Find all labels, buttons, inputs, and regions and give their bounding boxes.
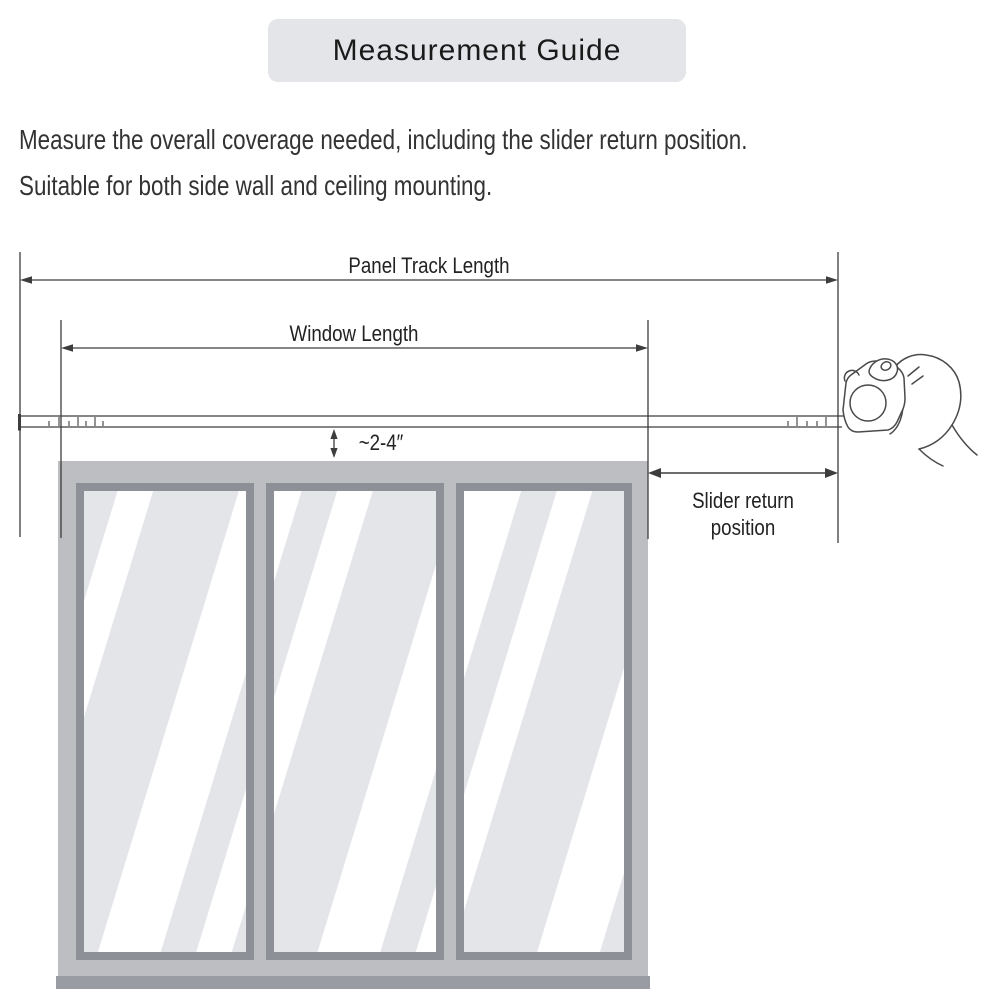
arrowhead-right (825, 468, 838, 478)
window-panel-2 (266, 483, 444, 960)
intro-line-2: Suitable for both side wall and ceiling mounting. (19, 170, 493, 201)
panel-glass (274, 491, 436, 952)
tape-measure-reel (850, 385, 886, 421)
slider-return-dimension-arrow (648, 468, 838, 478)
arrowhead-left (61, 344, 73, 352)
panel-glass (84, 491, 246, 952)
arrowhead-left (648, 468, 661, 478)
tape-ticks-left (49, 417, 103, 426)
window-illustration (56, 461, 650, 989)
window-panel-3 (456, 483, 632, 960)
window-length-label: Window Length (289, 321, 419, 346)
intro-line-1: Measure the overall coverage needed, including the slider return position. (19, 124, 748, 155)
window-panel-1 (76, 483, 254, 960)
slider-return-label-line-2: position (710, 515, 776, 540)
panel-track-length-label: Panel Track Length (348, 253, 510, 278)
slider-return-label (641, 487, 845, 541)
arrowhead-left (20, 276, 32, 284)
panel-glass (464, 491, 624, 952)
window-sill (56, 976, 650, 989)
page-title: Measurement Guide (332, 33, 622, 67)
arrowhead-right (826, 276, 838, 284)
arrowhead-right (636, 344, 648, 352)
gap-label: ~2-4″ (358, 430, 404, 455)
slider-return-label-line-1: Slider return (692, 488, 794, 513)
tape-ticks-right (788, 417, 826, 426)
